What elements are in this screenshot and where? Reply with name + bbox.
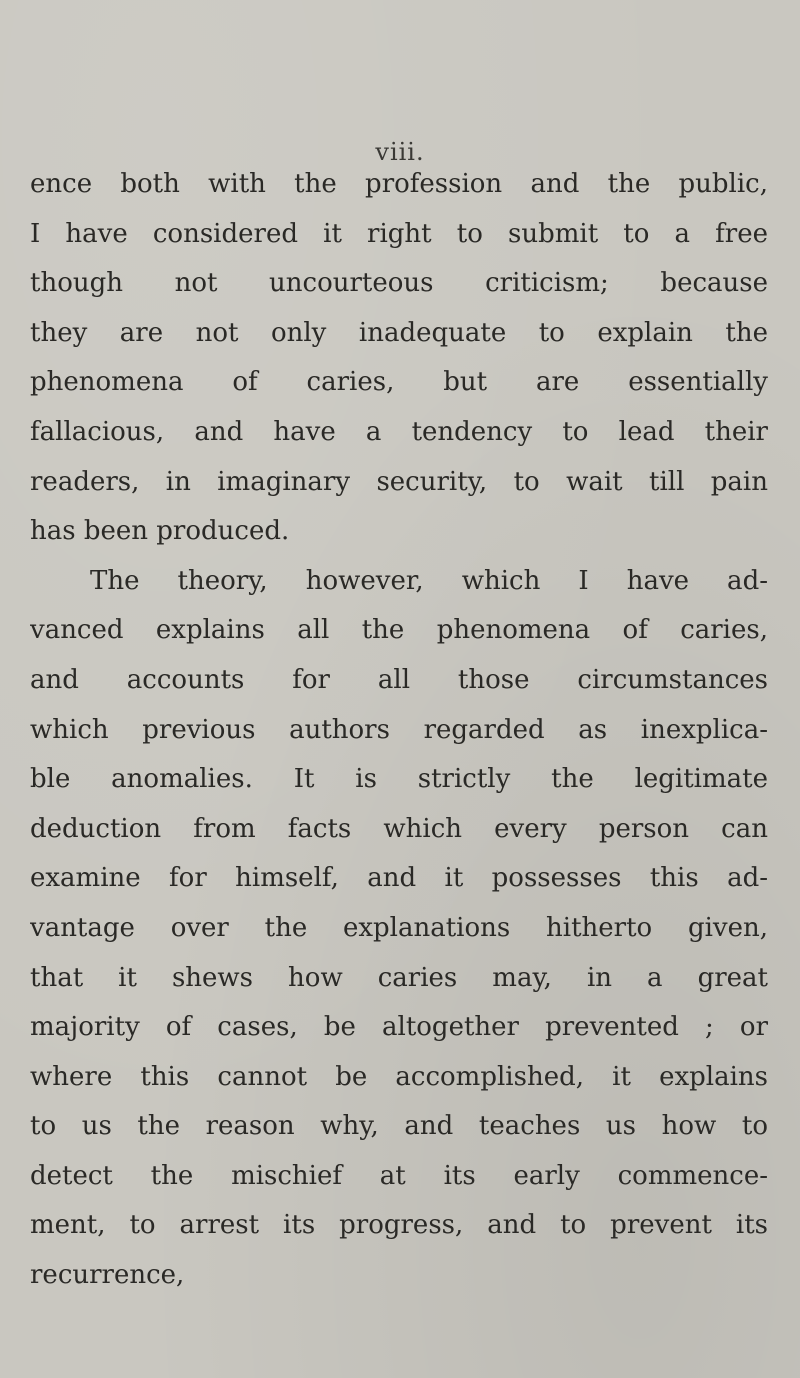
text-line: vanced explains all the phenomena of caries, [30,615,768,646]
text-line: majority of cases, be altogether prevented ; or [30,1012,768,1043]
text-line: phenomena of caries, but are essentially [30,367,768,398]
text-line: vantage over the explanations hitherto given, [30,912,768,943]
text-line: recurrence, [30,1260,185,1291]
text-line: deduction from facts which every person can [30,813,768,844]
text-line: examine for himself, and it possesses this ad- [30,863,768,894]
text-line: I have considered it right to submit to a free [30,218,768,249]
text-line: fallacious, and have a tendency to lead their [30,416,768,447]
text-line: they are not only inadequate to explain the [30,317,768,348]
text-line: detect the mischief at its early commence- [30,1160,768,1191]
text-line: The theory, however, which I have ad- [90,565,768,596]
text-line: and accounts for all those circumstances [30,664,768,695]
text-line: ble anomalies. It is strictly the legitimate [30,764,768,795]
text-line: which previous authors regarded as inexplica- [30,714,768,745]
text-line: ence both with the profession and the public, [30,169,768,199]
text-line: where this cannot be accomplished, it explains [30,1061,768,1092]
page-number: viii. [375,138,425,166]
text-line: readers, in imaginary security, to wait till pain [30,466,768,497]
text-line: to us the reason why, and teaches us how to [30,1111,768,1142]
body-text [30,160,768,1301]
text-line: though not uncourteous criticism; because [30,268,768,299]
text-line: ment, to arrest its progress, and to prevent its [30,1210,768,1241]
text-line: that it shews how caries may, in a great [30,962,768,993]
text-line: has been produced. [30,516,290,547]
